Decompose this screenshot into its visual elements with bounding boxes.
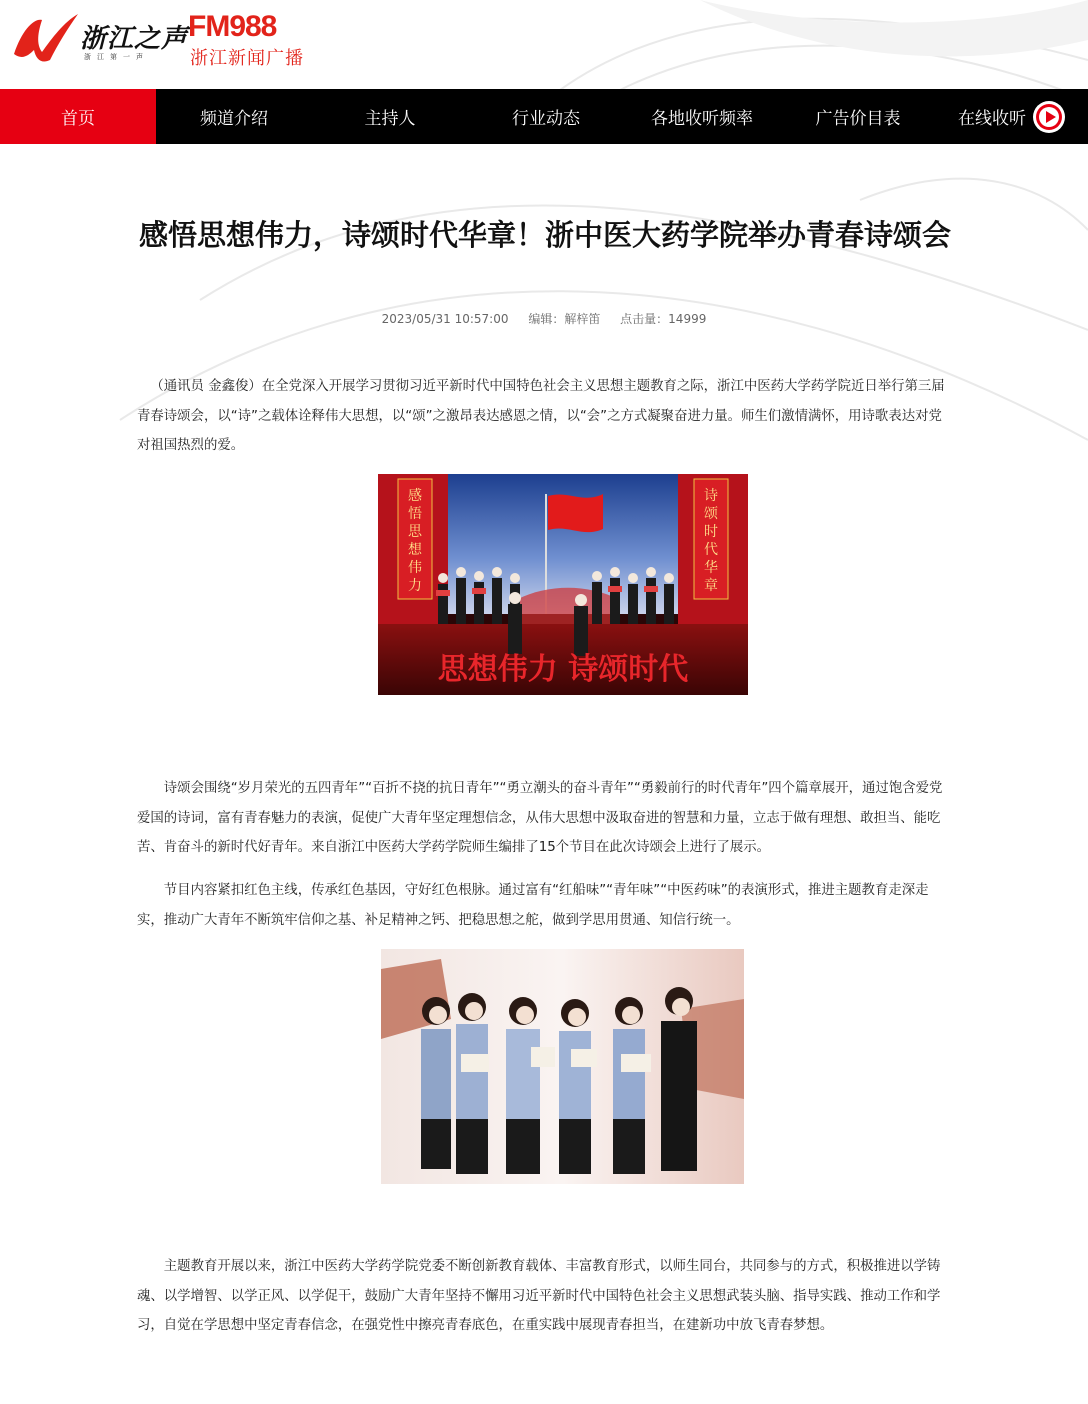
photo-floor-text: 思想伟力 诗颂时代 <box>437 652 689 687</box>
nav-item-listen-online[interactable] <box>936 89 1088 144</box>
fm-subtitle: 浙江新闻广播 <box>190 48 304 69</box>
stage-performance-photo <box>378 474 748 695</box>
logo-text: 浙江之声 <box>80 24 189 54</box>
nav-item-hosts[interactable]: 主持人 <box>364 109 416 129</box>
photo-banner-right: 诗颂时代华章 <box>704 488 718 594</box>
article-paragraph: 诗颂会围绕“岁月荣光的五四青年”“百折不挠的抗日青年”“勇立潮头的奋斗青年”“勇毅前行的时代青年”四个篇章展开，通过饱含爱党爱国的诗词，富有青春魅力的表演，促使广大青年坚定理想信念，从伟大思想中汲取奋进的智慧和力量，立志于做有理想、敢担当、能吃苦、肯奋斗的新时代好青年。来自浙江中医药大学药学院师生编排了15个节目在此次诗颂会上进行了展示。 <box>137 781 943 855</box>
logo-slogan: 浙江第一声 <box>84 53 149 61</box>
reading-performance-photo <box>381 949 744 1184</box>
article-editor: 编辑：解梓笛 <box>528 312 601 326</box>
site-header <box>0 0 1088 89</box>
article-date: 2023/05/31 10:57:00 <box>381 312 509 326</box>
nav-item-home[interactable]: 首页 <box>0 89 156 144</box>
nav-item-listen-online-label: 在线收听 <box>958 109 1026 129</box>
nav-item-ad-rates[interactable]: 广告价目表 <box>815 109 901 129</box>
logo-swoosh-icon <box>12 10 84 66</box>
nav-item-channel-intro[interactable]: 频道介绍 <box>200 109 268 129</box>
nav-item-frequencies[interactable]: 各地收听频率 <box>651 109 753 129</box>
play-icon[interactable] <box>1032 100 1066 134</box>
article-meta <box>0 310 1088 327</box>
fm-label: FM988 <box>188 10 277 43</box>
photo-banner-left: 感悟思想伟力 <box>408 488 422 594</box>
site-logo[interactable] <box>12 8 312 80</box>
main-nav <box>0 89 1088 144</box>
article-paragraph: （通讯员 金鑫俊）在全党深入开展学习贯彻习近平新时代中国特色社会主义思想主题教育之际，浙江中医药大学药学院近日举行第三届青春诗颂会，以“诗”之载体诠释伟大思想，以“颂”之激昂表达感恩之情，以“会”之方式凝聚奋进力量。师生们激情满怀，用诗歌表达对党对祖国热烈的爱。 <box>137 379 945 453</box>
article-views: 点击量：14999 <box>620 312 707 326</box>
article-title: 感悟思想伟力，诗颂时代华章！浙中医大药学院举办青春诗颂会 <box>138 218 951 252</box>
article-paragraph: 主题教育开展以来，浙江中医药大学药学院党委不断创新教育载体、丰富教育形式，以师生同台，共同参与的方式，积极推进以学铸魂、以学增智、以学正风、以学促干，鼓励广大青年坚持不懈用习近平新时代中国特色社会主义思想武装头脑、指导实践、推动工作和学习，自觉在学思想中坚定青春信念，在强党性中擦亮青春底色，在重实践中展现青春担当，在建新功中放飞青春梦想。 <box>137 1259 941 1333</box>
article-paragraph: 节目内容紧扣红色主线，传承红色基因，守好红色根脉。通过富有“红船味”“青年味”“中医药味”的表演形式，推进主题教育走深走实，推动广大青年不断筑牢信仰之基、补足精神之钙、把稳思想之舵，做到学思用贯通、知信行统一。 <box>137 883 929 928</box>
nav-item-industry-news[interactable]: 行业动态 <box>512 109 580 129</box>
